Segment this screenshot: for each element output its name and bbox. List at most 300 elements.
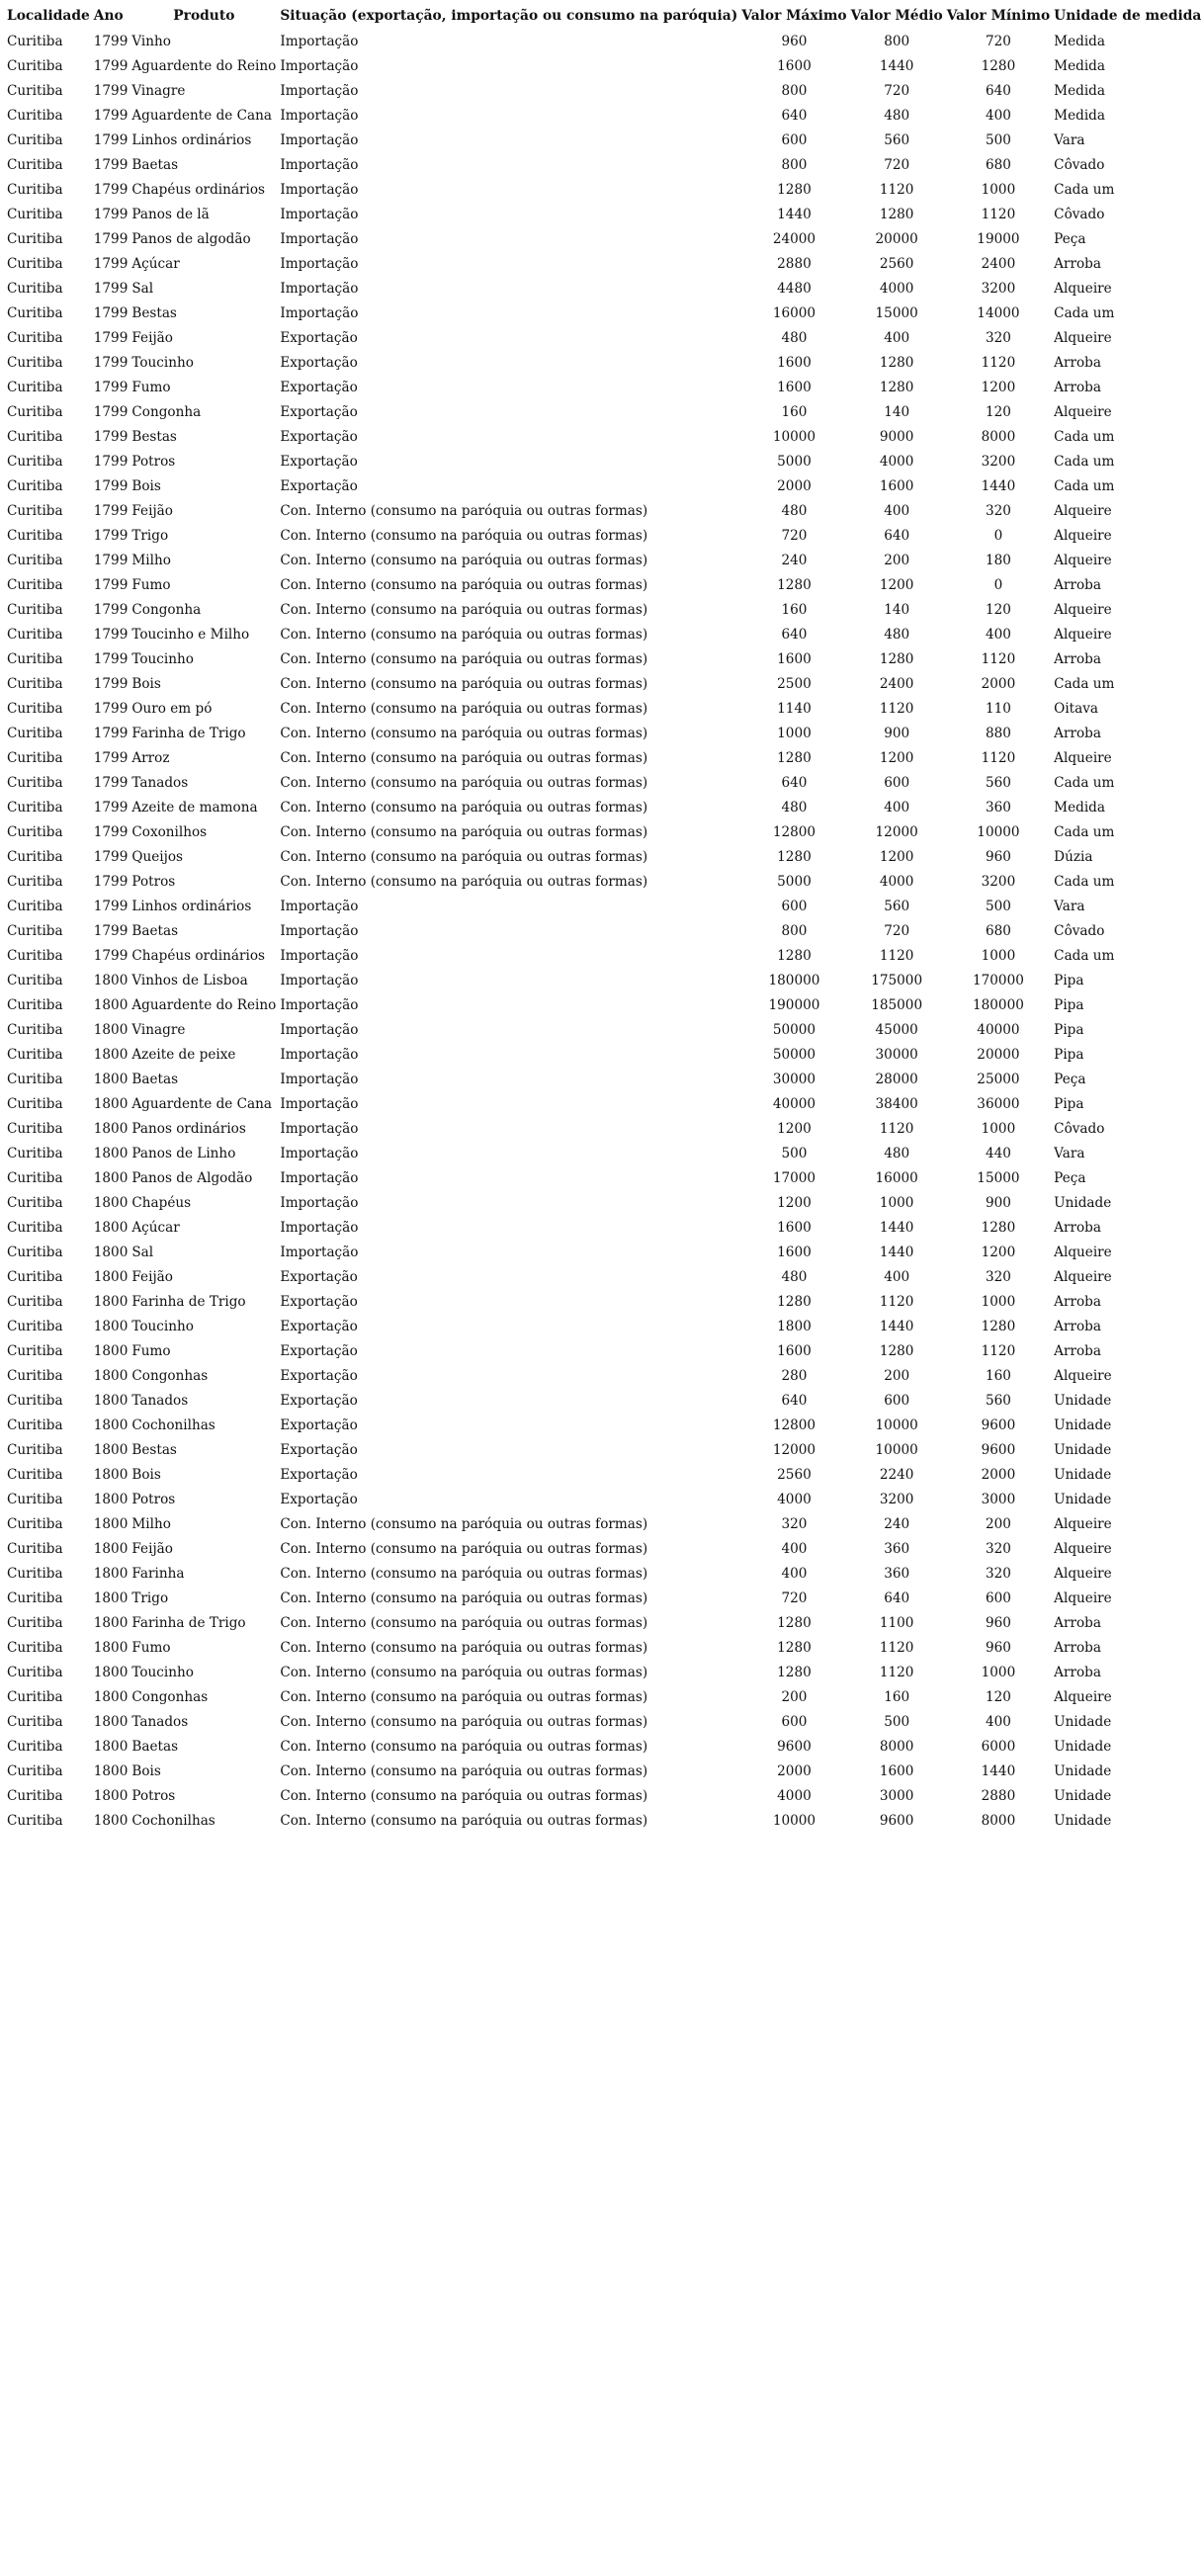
cell-valor-maximo: 2000 xyxy=(777,477,812,494)
cell-valor-maximo: 1600 xyxy=(777,354,812,371)
cell-ano: 1800 xyxy=(93,972,129,988)
cell-unidade: Unidade xyxy=(1054,1812,1112,1829)
cell-ano: 1800 xyxy=(93,1071,129,1087)
cell-ano: 1800 xyxy=(93,1417,129,1433)
cell-situacao: Importação xyxy=(280,972,359,988)
cell-unidade: Cada um xyxy=(1054,774,1115,791)
cell-ano: 1799 xyxy=(93,774,129,791)
cell-ano: 1800 xyxy=(93,1169,129,1186)
cell-produto: Bois xyxy=(131,477,161,494)
cell-unidade: Arroba xyxy=(1054,576,1101,593)
cell-unidade: Pipa xyxy=(1054,1021,1084,1038)
cell-valor-medio: 1200 xyxy=(879,848,914,865)
cell-situacao: Exportação xyxy=(280,1318,358,1334)
cell-valor-minimo: 680 xyxy=(985,156,1011,173)
cell-valor-minimo: 560 xyxy=(985,1392,1011,1409)
cell-valor-minimo: 3200 xyxy=(981,453,1016,470)
cell-situacao: Con. Interno (consumo na paróquia ou outras formas) xyxy=(280,650,648,667)
cell-valor-minimo: 1280 xyxy=(981,1318,1016,1334)
cell-ano: 1799 xyxy=(93,107,129,124)
table-row xyxy=(5,1141,1203,1165)
cell-produto: Toucinho xyxy=(131,354,194,371)
cell-valor-maximo: 16000 xyxy=(772,304,816,321)
cell-unidade: Arroba xyxy=(1054,1293,1101,1310)
cell-ano: 1799 xyxy=(93,453,129,470)
cell-produto: Vinhos de Lisboa xyxy=(131,972,248,988)
cell-valor-minimo: 960 xyxy=(985,1639,1011,1656)
cell-valor-maximo: 720 xyxy=(781,527,808,544)
cell-valor-maximo: 500 xyxy=(781,1145,808,1161)
cell-situacao: Exportação xyxy=(280,354,358,371)
cell-ano: 1799 xyxy=(93,403,129,420)
cell-valor-medio: 1000 xyxy=(879,1194,914,1211)
cell-unidade: Unidade xyxy=(1054,1491,1112,1507)
cell-unidade: Cada um xyxy=(1054,675,1115,692)
cell-unidade: Alqueire xyxy=(1054,280,1112,297)
table-row xyxy=(5,721,1203,745)
cell-ano: 1800 xyxy=(93,1614,129,1631)
cell-ano: 1799 xyxy=(93,304,129,321)
cell-valor-medio: 140 xyxy=(884,403,910,420)
cell-valor-minimo: 320 xyxy=(985,329,1011,346)
cell-produto: Arroz xyxy=(131,749,170,766)
cell-ano: 1800 xyxy=(93,1046,129,1063)
cell-ano: 1800 xyxy=(93,1688,129,1705)
cell-valor-maximo: 9600 xyxy=(777,1738,812,1755)
cell-produto: Potros xyxy=(131,873,176,890)
cell-valor-maximo: 240 xyxy=(781,552,808,568)
cell-unidade: Alqueire xyxy=(1054,527,1112,544)
cell-valor-minimo: 2000 xyxy=(981,675,1016,692)
table-row xyxy=(5,29,1203,53)
cell-localidade: Curitiba xyxy=(7,428,63,445)
cell-valor-maximo: 320 xyxy=(781,1515,808,1532)
cell-valor-medio: 4000 xyxy=(879,280,914,297)
cell-unidade: Cada um xyxy=(1054,823,1115,840)
cell-valor-maximo: 5000 xyxy=(777,453,812,470)
header-valor-maximo: Valor Máximo xyxy=(741,7,847,24)
cell-situacao: Con. Interno (consumo na paróquia ou outras formas) xyxy=(280,1614,648,1631)
cell-produto: Bestas xyxy=(131,1441,177,1458)
cell-situacao: Importação xyxy=(280,107,359,124)
cell-valor-medio: 480 xyxy=(884,626,910,643)
cell-produto: Tanados xyxy=(131,774,189,791)
cell-produto: Panos de Linho xyxy=(131,1145,236,1161)
cell-valor-medio: 720 xyxy=(884,922,910,939)
cell-situacao: Importação xyxy=(280,156,359,173)
cell-unidade: Alqueire xyxy=(1054,329,1112,346)
price-table xyxy=(5,2,1203,1833)
cell-valor-medio: 4000 xyxy=(879,873,914,890)
cell-valor-maximo: 800 xyxy=(781,922,808,939)
cell-localidade: Curitiba xyxy=(7,848,63,865)
cell-localidade: Curitiba xyxy=(7,1417,63,1433)
cell-unidade: Arroba xyxy=(1054,1219,1101,1236)
table-row xyxy=(5,1808,1203,1833)
cell-situacao: Con. Interno (consumo na paróquia ou outras formas) xyxy=(280,527,648,544)
cell-valor-minimo: 900 xyxy=(985,1194,1011,1211)
cell-valor-minimo: 1000 xyxy=(981,947,1016,964)
cell-localidade: Curitiba xyxy=(7,304,63,321)
cell-situacao: Importação xyxy=(280,996,359,1013)
header-valor-medio: Valor Médio xyxy=(850,7,943,24)
cell-situacao: Con. Interno (consumo na paróquia ou outras formas) xyxy=(280,1787,648,1804)
cell-situacao: Exportação xyxy=(280,1417,358,1433)
cell-produto: Azeite de peixe xyxy=(131,1046,236,1063)
table-row xyxy=(5,1561,1203,1586)
cell-ano: 1800 xyxy=(93,1120,129,1137)
cell-unidade: Cada um xyxy=(1054,947,1115,964)
table-row xyxy=(5,350,1203,375)
cell-produto: Baetas xyxy=(131,1738,179,1755)
cell-produto: Feijão xyxy=(131,1268,173,1285)
cell-valor-maximo: 480 xyxy=(781,1268,808,1285)
cell-localidade: Curitiba xyxy=(7,1367,63,1384)
cell-unidade: Alqueire xyxy=(1054,502,1112,519)
table-row xyxy=(5,1413,1203,1437)
cell-unidade: Vara xyxy=(1054,1145,1085,1161)
cell-situacao: Importação xyxy=(280,1219,359,1236)
cell-valor-medio: 1120 xyxy=(879,1293,914,1310)
cell-valor-medio: 2400 xyxy=(879,675,914,692)
cell-unidade: Alqueire xyxy=(1054,1367,1112,1384)
cell-situacao: Con. Interno (consumo na paróquia ou outras formas) xyxy=(280,626,648,643)
cell-produto: Potros xyxy=(131,1491,176,1507)
cell-produto: Linhos ordinários xyxy=(131,131,252,148)
cell-valor-medio: 640 xyxy=(884,527,910,544)
cell-valor-maximo: 1280 xyxy=(777,1639,812,1656)
cell-produto: Queijos xyxy=(131,848,184,865)
cell-valor-minimo: 2880 xyxy=(981,1787,1016,1804)
cell-ano: 1799 xyxy=(93,82,129,99)
table-row xyxy=(5,1017,1203,1042)
cell-valor-medio: 160 xyxy=(884,1688,910,1705)
table-row xyxy=(5,1165,1203,1190)
cell-localidade: Curitiba xyxy=(7,972,63,988)
cell-ano: 1800 xyxy=(93,1762,129,1779)
cell-unidade: Côvado xyxy=(1054,1120,1105,1137)
cell-localidade: Curitiba xyxy=(7,206,63,222)
cell-ano: 1800 xyxy=(93,1367,129,1384)
cell-unidade: Alqueire xyxy=(1054,1540,1112,1557)
cell-valor-maximo: 12800 xyxy=(772,1417,816,1433)
cell-unidade: Arroba xyxy=(1054,1614,1101,1631)
cell-ano: 1800 xyxy=(93,1812,129,1829)
cell-produto: Baetas xyxy=(131,1071,179,1087)
cell-valor-maximo: 720 xyxy=(781,1589,808,1606)
cell-situacao: Importação xyxy=(280,1169,359,1186)
cell-localidade: Curitiba xyxy=(7,1589,63,1606)
cell-valor-minimo: 3200 xyxy=(981,280,1016,297)
table-row xyxy=(5,597,1203,622)
cell-valor-medio: 1120 xyxy=(879,1120,914,1137)
cell-valor-maximo: 1280 xyxy=(777,1664,812,1680)
cell-valor-maximo: 4480 xyxy=(777,280,812,297)
cell-valor-medio: 900 xyxy=(884,725,910,741)
cell-valor-maximo: 400 xyxy=(781,1565,808,1582)
cell-valor-medio: 400 xyxy=(884,799,910,816)
table-row xyxy=(5,399,1203,424)
cell-localidade: Curitiba xyxy=(7,453,63,470)
table-row xyxy=(5,1462,1203,1487)
cell-ano: 1800 xyxy=(93,1293,129,1310)
cell-situacao: Importação xyxy=(280,82,359,99)
cell-unidade: Cada um xyxy=(1054,181,1115,198)
cell-valor-medio: 400 xyxy=(884,502,910,519)
cell-unidade: Cada um xyxy=(1054,453,1115,470)
cell-unidade: Alqueire xyxy=(1054,1515,1112,1532)
cell-localidade: Curitiba xyxy=(7,1466,63,1483)
cell-valor-maximo: 480 xyxy=(781,799,808,816)
cell-valor-medio: 1120 xyxy=(879,700,914,717)
cell-localidade: Curitiba xyxy=(7,873,63,890)
cell-unidade: Medida xyxy=(1054,57,1105,74)
table-row xyxy=(5,128,1203,152)
cell-unidade: Alqueire xyxy=(1054,1688,1112,1705)
cell-valor-minimo: 600 xyxy=(985,1589,1011,1606)
cell-valor-medio: 1100 xyxy=(879,1614,914,1631)
table-row xyxy=(5,103,1203,128)
cell-valor-medio: 38400 xyxy=(875,1095,918,1112)
cell-valor-minimo: 1120 xyxy=(981,206,1016,222)
table-row xyxy=(5,1388,1203,1413)
cell-situacao: Exportação xyxy=(280,1342,358,1359)
cell-produto: Cochonilhas xyxy=(131,1812,215,1829)
table-row xyxy=(5,844,1203,869)
table-row xyxy=(5,1437,1203,1462)
table-row xyxy=(5,1338,1203,1363)
cell-valor-maximo: 1280 xyxy=(777,576,812,593)
cell-unidade: Peça xyxy=(1054,230,1086,247)
cell-valor-minimo: 40000 xyxy=(977,1021,1020,1038)
cell-valor-maximo: 180000 xyxy=(768,972,820,988)
cell-produto: Toucinho xyxy=(131,650,194,667)
cell-unidade: Cada um xyxy=(1054,873,1115,890)
cell-situacao: Con. Interno (consumo na paróquia ou outras formas) xyxy=(280,675,648,692)
cell-ano: 1799 xyxy=(93,156,129,173)
cell-unidade: Arroba xyxy=(1054,1664,1101,1680)
cell-valor-medio: 1440 xyxy=(879,1318,914,1334)
cell-valor-minimo: 6000 xyxy=(981,1738,1016,1755)
cell-valor-medio: 9600 xyxy=(879,1812,914,1829)
table-row xyxy=(5,548,1203,572)
table-row xyxy=(5,894,1203,918)
cell-situacao: Exportação xyxy=(280,403,358,420)
cell-valor-medio: 45000 xyxy=(875,1021,918,1038)
cell-produto: Linhos ordinários xyxy=(131,898,252,914)
cell-valor-minimo: 500 xyxy=(985,898,1011,914)
cell-valor-maximo: 1000 xyxy=(777,725,812,741)
cell-situacao: Con. Interno (consumo na paróquia ou outras formas) xyxy=(280,552,648,568)
cell-valor-minimo: 10000 xyxy=(977,823,1020,840)
cell-produto: Azeite de mamona xyxy=(131,799,258,816)
cell-situacao: Exportação xyxy=(280,1441,358,1458)
table-row xyxy=(5,177,1203,202)
cell-localidade: Curitiba xyxy=(7,675,63,692)
cell-produto: Feijão xyxy=(131,502,173,519)
header-situacao: Situação (exportação, importação ou consumo na paróquia) xyxy=(280,7,738,24)
cell-valor-medio: 360 xyxy=(884,1540,910,1557)
cell-valor-minimo: 120 xyxy=(985,601,1011,618)
cell-localidade: Curitiba xyxy=(7,33,63,49)
cell-localidade: Curitiba xyxy=(7,403,63,420)
cell-ano: 1800 xyxy=(93,1491,129,1507)
cell-valor-maximo: 17000 xyxy=(772,1169,816,1186)
cell-valor-maximo: 160 xyxy=(781,403,808,420)
cell-valor-medio: 1120 xyxy=(879,947,914,964)
cell-localidade: Curitiba xyxy=(7,1219,63,1236)
cell-produto: Farinha xyxy=(131,1565,185,1582)
cell-ano: 1799 xyxy=(93,626,129,643)
cell-valor-maximo: 1140 xyxy=(777,700,812,717)
cell-valor-maximo: 1280 xyxy=(777,1293,812,1310)
table-row xyxy=(5,449,1203,473)
cell-produto: Sal xyxy=(131,1244,154,1260)
cell-valor-minimo: 1280 xyxy=(981,57,1016,74)
cell-valor-maximo: 1800 xyxy=(777,1318,812,1334)
cell-ano: 1799 xyxy=(93,700,129,717)
cell-valor-minimo: 19000 xyxy=(977,230,1020,247)
cell-situacao: Importação xyxy=(280,922,359,939)
cell-valor-medio: 1440 xyxy=(879,57,914,74)
cell-produto: Panos ordinários xyxy=(131,1120,246,1137)
table-row xyxy=(5,770,1203,795)
table-row xyxy=(5,1783,1203,1808)
cell-valor-minimo: 960 xyxy=(985,1614,1011,1631)
cell-produto: Baetas xyxy=(131,156,179,173)
cell-situacao: Exportação xyxy=(280,1268,358,1285)
cell-valor-minimo: 9600 xyxy=(981,1417,1016,1433)
header-ano: Ano xyxy=(93,7,124,24)
cell-localidade: Curitiba xyxy=(7,626,63,643)
cell-valor-medio: 480 xyxy=(884,107,910,124)
cell-valor-minimo: 8000 xyxy=(981,1812,1016,1829)
cell-valor-maximo: 10000 xyxy=(772,1812,816,1829)
cell-localidade: Curitiba xyxy=(7,1491,63,1507)
cell-valor-maximo: 1200 xyxy=(777,1194,812,1211)
cell-unidade: Medida xyxy=(1054,799,1105,816)
cell-valor-medio: 2240 xyxy=(879,1466,914,1483)
cell-localidade: Curitiba xyxy=(7,1318,63,1334)
cell-unidade: Unidade xyxy=(1054,1194,1112,1211)
cell-ano: 1799 xyxy=(93,725,129,741)
cell-localidade: Curitiba xyxy=(7,1688,63,1705)
cell-unidade: Alqueire xyxy=(1054,552,1112,568)
cell-ano: 1800 xyxy=(93,1787,129,1804)
cell-ano: 1800 xyxy=(93,1244,129,1260)
cell-produto: Toucinho xyxy=(131,1318,194,1334)
cell-localidade: Curitiba xyxy=(7,57,63,74)
cell-valor-medio: 28000 xyxy=(875,1071,918,1087)
cell-valor-maximo: 1280 xyxy=(777,749,812,766)
cell-localidade: Curitiba xyxy=(7,181,63,198)
cell-valor-maximo: 400 xyxy=(781,1540,808,1557)
cell-ano: 1800 xyxy=(93,1021,129,1038)
cell-valor-minimo: 560 xyxy=(985,774,1011,791)
cell-valor-minimo: 960 xyxy=(985,848,1011,865)
cell-valor-medio: 640 xyxy=(884,1589,910,1606)
cell-valor-maximo: 600 xyxy=(781,898,808,914)
table-row xyxy=(5,1709,1203,1734)
cell-localidade: Curitiba xyxy=(7,1738,63,1755)
table-row xyxy=(5,1116,1203,1141)
table-row xyxy=(5,375,1203,399)
cell-situacao: Exportação xyxy=(280,379,358,395)
cell-valor-medio: 1280 xyxy=(879,379,914,395)
cell-valor-minimo: 1120 xyxy=(981,749,1016,766)
cell-produto: Cochonilhas xyxy=(131,1417,215,1433)
cell-produto: Bois xyxy=(131,675,161,692)
header-produto: Produto xyxy=(173,7,235,24)
cell-produto: Milho xyxy=(131,552,171,568)
cell-valor-medio: 200 xyxy=(884,552,910,568)
cell-valor-maximo: 1280 xyxy=(777,947,812,964)
cell-valor-medio: 400 xyxy=(884,329,910,346)
cell-valor-maximo: 2880 xyxy=(777,255,812,272)
cell-ano: 1799 xyxy=(93,206,129,222)
table-row xyxy=(5,1635,1203,1660)
table-body xyxy=(5,29,1203,1833)
cell-unidade: Pipa xyxy=(1054,1046,1084,1063)
table-row xyxy=(5,424,1203,449)
cell-ano: 1800 xyxy=(93,1441,129,1458)
cell-produto: Feijão xyxy=(131,1540,173,1557)
cell-valor-minimo: 1200 xyxy=(981,1244,1016,1260)
cell-valor-minimo: 680 xyxy=(985,922,1011,939)
cell-localidade: Curitiba xyxy=(7,1392,63,1409)
cell-valor-maximo: 30000 xyxy=(772,1071,816,1087)
cell-produto: Aguardente do Reino xyxy=(131,996,277,1013)
cell-situacao: Importação xyxy=(280,1046,359,1063)
cell-valor-maximo: 640 xyxy=(781,774,808,791)
cell-ano: 1799 xyxy=(93,576,129,593)
cell-localidade: Curitiba xyxy=(7,799,63,816)
cell-situacao: Importação xyxy=(280,1244,359,1260)
cell-ano: 1799 xyxy=(93,33,129,49)
table-row xyxy=(5,78,1203,103)
table-row xyxy=(5,1660,1203,1684)
cell-valor-medio: 800 xyxy=(884,33,910,49)
cell-valor-minimo: 720 xyxy=(985,33,1011,49)
cell-unidade: Alqueire xyxy=(1054,1244,1112,1260)
cell-ano: 1799 xyxy=(93,898,129,914)
cell-ano: 1799 xyxy=(93,57,129,74)
cell-produto: Chapéus xyxy=(131,1194,192,1211)
cell-produto: Tanados xyxy=(131,1392,189,1409)
cell-produto: Fumo xyxy=(131,379,171,395)
cell-unidade: Côvado xyxy=(1054,156,1105,173)
cell-valor-minimo: 320 xyxy=(985,502,1011,519)
cell-ano: 1799 xyxy=(93,922,129,939)
cell-situacao: Exportação xyxy=(280,1466,358,1483)
cell-valor-minimo: 200 xyxy=(985,1515,1011,1532)
cell-valor-minimo: 360 xyxy=(985,799,1011,816)
cell-produto: Aguardente de Cana xyxy=(131,1095,272,1112)
cell-produto: Toucinho e Milho xyxy=(131,626,250,643)
cell-valor-maximo: 1440 xyxy=(777,206,812,222)
cell-valor-minimo: 320 xyxy=(985,1268,1011,1285)
cell-localidade: Curitiba xyxy=(7,1071,63,1087)
cell-valor-minimo: 15000 xyxy=(977,1169,1020,1186)
cell-valor-maximo: 2000 xyxy=(777,1762,812,1779)
cell-localidade: Curitiba xyxy=(7,280,63,297)
cell-valor-maximo: 1280 xyxy=(777,1614,812,1631)
table-row xyxy=(5,301,1203,325)
cell-ano: 1800 xyxy=(93,1639,129,1656)
table-row xyxy=(5,498,1203,523)
cell-situacao: Con. Interno (consumo na paróquia ou outras formas) xyxy=(280,774,648,791)
cell-localidade: Curitiba xyxy=(7,1095,63,1112)
